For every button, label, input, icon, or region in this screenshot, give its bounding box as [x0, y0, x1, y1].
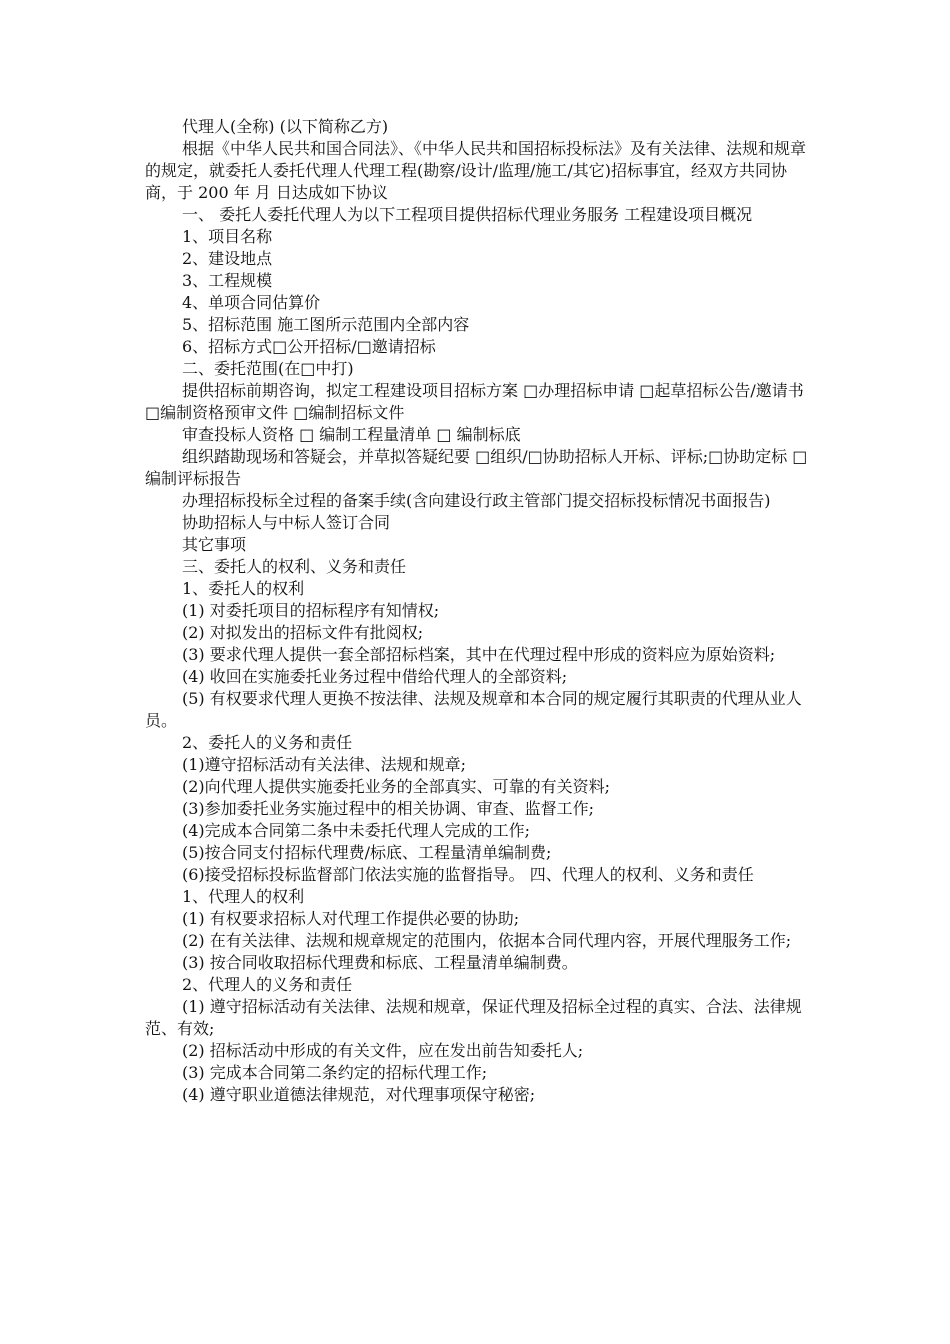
list-item: 办理招标投标全过程的备案手续(含向建设行政主管部门提交招标投标情况书面报告): [182, 491, 771, 510]
list-item: (4) 收回在实施委托业务过程中借给代理人的全部资料;: [182, 667, 568, 686]
list-item: (4)完成本合同第二条中未委托代理人完成的工作;: [182, 821, 531, 840]
list-item: 协助招标人与中标人签订合同: [182, 513, 391, 532]
list-item: (2) 招标活动中形成的有关文件，应在发出前告知委托人;: [182, 1041, 584, 1060]
section-three-heading: 三、委托人的权利、义务和责任: [182, 557, 407, 576]
paragraph-legal-basis: 根据《中华人民共和国合同法》、《中华人民共和国招标投标法》及有关法律、法规和规章的规定，就委托人委托代理人代理工程(勘察/设计/监理/施工/其它)招标事宜，经双方共同协商，于 200 年 月 日达成如下协议: [145, 139, 807, 202]
list-item: (1) 对委托项目的招标程序有知情权;: [182, 601, 440, 620]
list-item: (6)接受招标投标监督部门依法实施的监督指导。 四、代理人的权利、义务和责任: [182, 865, 754, 884]
list-item: (1)遵守招标活动有关法律、法规和规章;: [182, 755, 467, 774]
list-item: 4、单项合同估算价: [182, 293, 321, 312]
list-item: (4) 遵守职业道德法律规范，对代理事项保守秘密;: [182, 1085, 536, 1104]
subsection-heading: 1、委托人的权利: [182, 579, 305, 598]
list-item: (1) 遵守招标活动有关法律、法规和规章，保证代理及招标全过程的真实、合法、法律规范、有效;: [145, 997, 802, 1038]
list-item: (3)参加委托业务实施过程中的相关协调、审查、监督工作;: [182, 799, 595, 818]
list-item: 组织踏勘现场和答疑会，并草拟答疑纪要 □组织/□协助招标人开标、评标;□协助定标 □编制评标报告: [145, 447, 808, 488]
list-item: 其它事项: [182, 535, 247, 554]
list-item: (5) 有权要求代理人更换不按法律、法规及规章和本合同的规定履行其职责的代理从业人员。: [145, 689, 802, 730]
list-item: (1) 有权要求招标人对代理工作提供必要的协助;: [182, 909, 520, 928]
subsection-heading: 2、代理人的义务和责任: [182, 975, 353, 994]
list-item: 提供招标前期咨询，拟定工程建设项目招标方案 □办理招标申请 □起草招标公告/邀请书 □编制资格预审文件 □编制招标文件: [145, 381, 804, 422]
list-item: 3、工程规模: [182, 271, 273, 290]
list-item: (2)向代理人提供实施委托业务的全部真实、可靠的有关资料;: [182, 777, 611, 796]
list-item: (5)按合同支付招标代理费/标底、工程量清单编制费;: [182, 843, 552, 862]
list-item: 1、项目名称: [182, 227, 273, 246]
subsection-heading: 2、委托人的义务和责任: [182, 733, 353, 752]
paragraph-agent-name: 代理人(全称) (以下简称乙方): [182, 117, 389, 136]
list-item: 6、招标方式□公开招标/□邀请招标: [182, 337, 436, 356]
section-one-heading: 一、 委托人委托代理人为以下工程项目提供招标代理业务服务 工程建设项目概况: [182, 205, 753, 224]
list-item: (2) 对拟发出的招标文件有批阅权;: [182, 623, 424, 642]
list-item: (2) 在有关法律、法规和规章规定的范围内，依据本合同代理内容，开展代理服务工作;: [182, 931, 792, 950]
list-item: 5、招标范围 施工图所示范围内全部内容: [182, 315, 470, 334]
list-item: (3) 按合同收取招标代理费和标底、工程量清单编制费。: [182, 953, 578, 972]
list-item: 审查投标人资格 □ 编制工程量清单 □ 编制标底: [182, 425, 521, 444]
document-body: [145, 116, 810, 1106]
list-item: 2、建设地点: [182, 249, 273, 268]
section-two-heading: 二、委托范围(在□中打): [182, 359, 354, 378]
subsection-heading: 1、代理人的权利: [182, 887, 305, 906]
list-item: (3) 完成本合同第二条约定的招标代理工作;: [182, 1063, 488, 1082]
list-item: (3) 要求代理人提供一套全部招标档案，其中在代理过程中形成的资料应为原始资料;: [182, 645, 776, 664]
